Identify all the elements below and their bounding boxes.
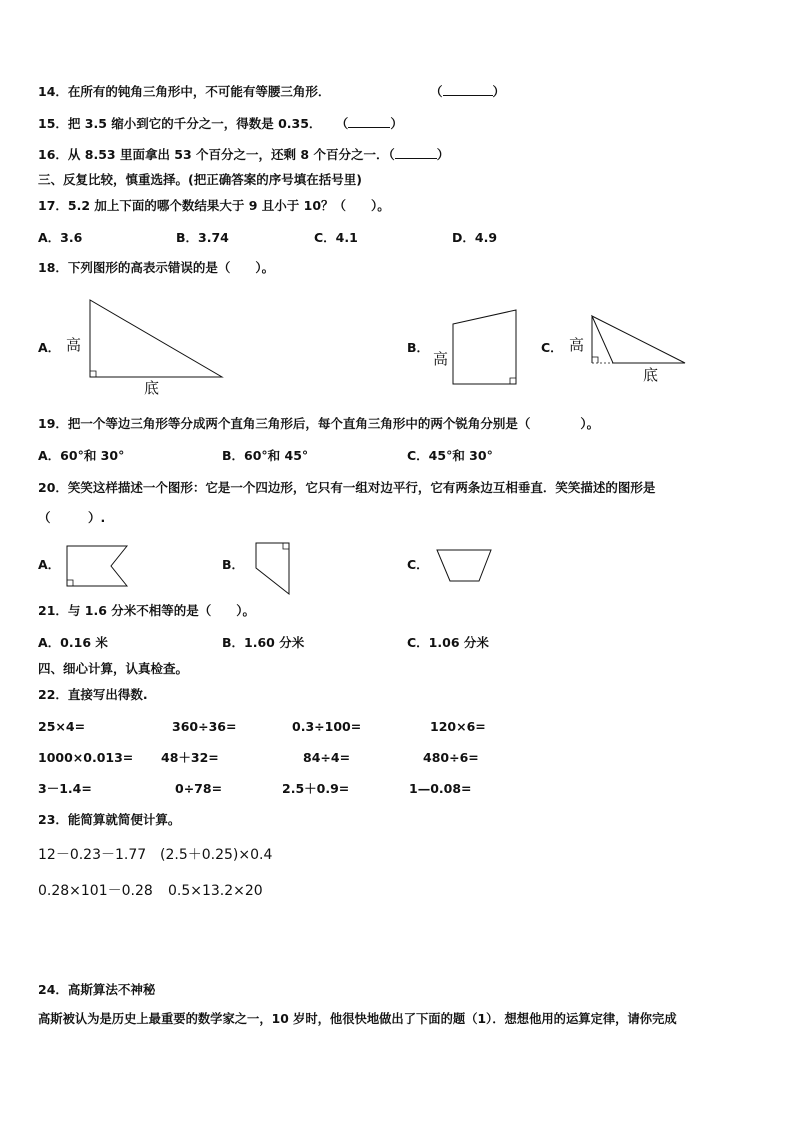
q20-figure-c-trapezoid: [437, 550, 491, 581]
q20-option-c[interactable]: C．: [407, 557, 429, 572]
expr-item: 0.5×13.2×20: [168, 883, 263, 899]
calc-item: 3－1.4=: [38, 781, 92, 796]
q24-paragraph: 高斯被认为是历史上最重要的数学家之一，10 岁时，他很快地做出了下面的题（1）．想想他用的运算定律，请你完成: [38, 1012, 677, 1026]
q17-option-a[interactable]: A．3.6: [38, 230, 83, 245]
q21-text: 21．与 1.6 分米不相等的是（ ）。: [38, 603, 255, 618]
paren-close: ）: [390, 116, 403, 131]
calc-item: 48＋32=: [161, 750, 219, 765]
calc-item: 1000×0.013=: [38, 750, 134, 765]
q22-text: 22．直接写出得数.: [38, 687, 148, 702]
q20-text-2: （ ）.: [38, 510, 106, 525]
q20-figure-a-pentagon: [67, 546, 127, 586]
expr-item: 12－0.23－1.77: [38, 847, 147, 863]
expr-item: (2.5＋0.25)×0.4: [160, 847, 273, 863]
height-label: 高: [569, 336, 585, 354]
q14-text: 14．在所有的钝角三角形中，不可能有等腰三角形．: [38, 84, 331, 99]
q18-option-b[interactable]: B．: [407, 340, 430, 355]
q20-figure-b-quadrilateral: [256, 543, 289, 594]
q18-figure-a-right-triangle: [66, 300, 222, 397]
q19-option-a[interactable]: A．60°和 30°: [38, 448, 125, 463]
paren-open: （: [335, 116, 349, 131]
q18-option-a[interactable]: A．: [38, 340, 61, 355]
q24-title: 24．高斯算法不神秘: [38, 982, 156, 997]
q18-option-c[interactable]: C．: [541, 340, 563, 355]
calc-item: 25×4=: [38, 719, 86, 734]
q23-text: 23．能简算就简便计算。: [38, 812, 181, 827]
calc-item: 84÷4=: [303, 750, 351, 765]
q18-figure-b-quadrilateral: [433, 310, 516, 384]
calc-item: 0÷78=: [175, 781, 223, 796]
q17-option-d[interactable]: D．4.9: [452, 230, 498, 245]
height-label: 高: [433, 350, 449, 368]
q20-option-b[interactable]: B．: [222, 557, 245, 572]
base-label: 底: [643, 366, 659, 384]
q21-option-c[interactable]: C．1.06 分米: [407, 635, 489, 650]
paren-open: （: [430, 84, 443, 99]
expr-item: 0.28×101－0.28: [38, 883, 153, 899]
base-label: 底: [144, 379, 160, 397]
q20-text: 20．笑笑这样描述一个图形：它是一个四边形，它只有一组对边平行，它有两条边互相垂直．笑笑描述的图形是: [38, 480, 656, 495]
calc-item: 360÷36=: [172, 719, 237, 734]
q18-text: 18．下列图形的高表示错误的是（ ）。: [38, 260, 275, 275]
q18-figure-c-obtuse-triangle: [569, 316, 685, 384]
q19-option-c[interactable]: C．45°和 30°: [407, 448, 493, 463]
paren-close: ）: [436, 147, 450, 162]
q17-option-c[interactable]: C．4.1: [314, 230, 358, 245]
calc-item: 480÷6=: [423, 750, 479, 765]
calc-item: 2.5＋0.9=: [282, 781, 350, 796]
q19-text: 19．把一个等边三角形等分成两个直角三角形后，每个直角三角形中的两个锐角分别是（ ）。: [38, 416, 600, 431]
calc-item: 1—0.08=: [409, 781, 472, 796]
q17-text: 17．5.2 加上下面的哪个数结果大于 9 且小于 10？（ ）。: [38, 198, 390, 213]
calc-item: 120×6=: [430, 719, 486, 734]
q17-option-b[interactable]: B．3.74: [176, 230, 229, 245]
paren-open: （: [388, 147, 395, 162]
q16-text: 16．从 8.53 里面拿出 53 个百分之一，还剩 8 个百分之一．: [38, 147, 389, 162]
q15-text: 15．把 3.5 缩小到它的千分之一，得数是 0.35．: [38, 116, 322, 131]
q19-option-b[interactable]: B．60°和 45°: [222, 448, 309, 463]
q20-option-a[interactable]: A．: [38, 557, 61, 572]
q21-option-b[interactable]: B．1.60 分米: [222, 635, 305, 650]
q21-option-a[interactable]: A．0.16 米: [38, 635, 108, 650]
section-4-heading: 四、细心计算，认真检查。: [38, 661, 189, 676]
calc-item: 0.3÷100=: [292, 719, 362, 734]
height-label: 高: [66, 336, 82, 354]
section-3-heading: 三、反复比较，慎重选择。(把正确答案的序号填在括号里): [38, 172, 362, 187]
paren-close: ）: [492, 84, 506, 99]
